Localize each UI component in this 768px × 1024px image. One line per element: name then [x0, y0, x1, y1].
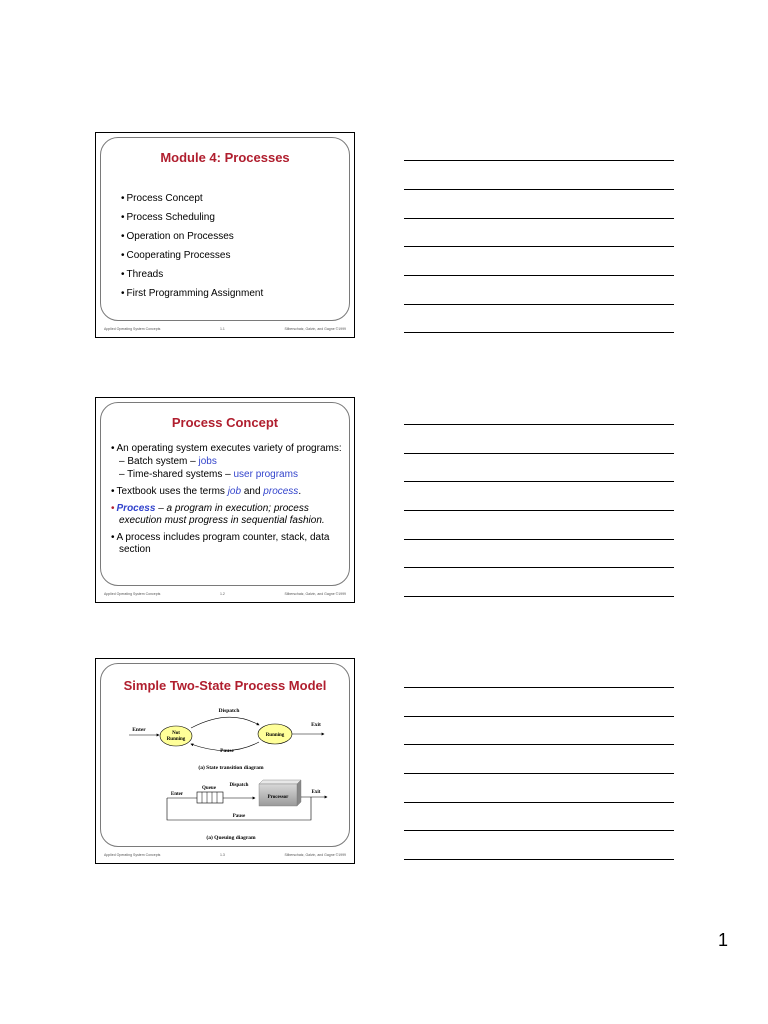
term-jobs: jobs [198, 456, 217, 467]
term-job: job [227, 486, 242, 497]
list-item: • Operation on Processes [121, 230, 263, 243]
note-line [404, 246, 674, 247]
note-line [404, 481, 674, 482]
term-process: process [263, 486, 299, 497]
slide-1 [95, 132, 355, 338]
slide-3-frame [100, 663, 350, 847]
label-exit: Exit [311, 722, 321, 728]
bullet-text: and [241, 486, 264, 497]
list-item: • Cooperating Processes [121, 249, 263, 262]
footer-left: Applied Operating System Concepts [104, 327, 161, 331]
slide-3 [95, 658, 355, 864]
slide-1-frame [100, 137, 350, 321]
note-line [404, 189, 674, 190]
label-not: Not [172, 731, 180, 736]
label-dispatch: Dispatch [218, 708, 240, 714]
list-item [111, 456, 349, 468]
note-line [404, 332, 674, 333]
slide-2 [95, 397, 355, 603]
label-pause: Pause [220, 748, 234, 754]
label-enter-2: Enter [170, 792, 184, 797]
page-number: 1 [717, 930, 728, 950]
slide-2-title: Process Concept [171, 415, 279, 430]
note-line [404, 773, 674, 774]
bullet-text: – Batch system – [119, 456, 199, 467]
slide-2-footer [104, 590, 346, 598]
bullet-text: – Time-shared systems – [119, 469, 234, 480]
note-line [404, 453, 674, 454]
note-line [404, 596, 674, 597]
label-running-2: Running [265, 733, 285, 738]
term-user-programs: user programs [233, 469, 298, 480]
note-line [404, 802, 674, 803]
label-processor: Processor [267, 795, 289, 800]
footer-right: Silberschatz, Galvin, and Gagne ©1999 [284, 327, 346, 331]
bullet-text: A process includes program counter, stack, data section [116, 532, 330, 555]
note-line [404, 218, 674, 219]
processor-side [297, 780, 301, 806]
note-line [404, 304, 674, 305]
slide-3-title: Simple Two-State Process Model [123, 678, 327, 693]
footer-center: 1.2 [220, 592, 225, 596]
bullet-text: – a program in execution; process execution must progress in sequential fashion. [119, 503, 325, 526]
dispatch-arrow [191, 717, 259, 728]
term-process-bold: Process [116, 503, 156, 514]
list-item: • Process Concept [121, 192, 263, 205]
label-dispatch-2: Dispatch [229, 783, 249, 788]
note-line [404, 687, 674, 688]
footer-left: Applied Operating System Concepts [104, 853, 161, 857]
caption-queuing: (a) Queuing diagram [206, 835, 256, 841]
list-item [111, 503, 349, 527]
note-line [404, 424, 674, 425]
list-item [111, 443, 349, 455]
processor-top [259, 780, 301, 784]
label-pause-2: Pause [232, 814, 246, 819]
note-line [404, 160, 674, 161]
footer-left: Applied Operating System Concepts [104, 592, 161, 596]
note-line [404, 567, 674, 568]
note-line [404, 716, 674, 717]
note-line [404, 539, 674, 540]
note-line [404, 859, 674, 860]
slide-1-title: Module 4: Processes [160, 150, 290, 165]
label-exit-2: Exit [311, 790, 321, 795]
note-line [404, 830, 674, 831]
list-item: • Threads [121, 268, 263, 281]
slide-2-bullets [111, 443, 349, 561]
state-not-running [160, 726, 192, 746]
slide-3-footer [104, 851, 346, 859]
bullet-text: . [298, 486, 302, 497]
footer-right: Silberschatz, Galvin, and Gagne ©1999 [284, 853, 346, 857]
list-item: • Process Scheduling [121, 211, 263, 224]
bullet-text: Textbook uses the terms [116, 486, 228, 497]
footer-center: 1.3 [220, 853, 225, 857]
bullet-text: An operating system executes variety of programs: [116, 443, 342, 454]
note-line [404, 275, 674, 276]
slide-1-footer [104, 325, 346, 333]
slide-1-bullets [121, 192, 263, 306]
label-running-1: Running [166, 737, 186, 742]
footer-center: 1.1 [220, 327, 225, 331]
list-item [111, 469, 349, 481]
footer-right: Silberschatz, Galvin, and Gagne ©1999 [284, 592, 346, 596]
label-enter: Enter [132, 727, 146, 733]
list-item [111, 532, 349, 556]
note-line [404, 744, 674, 745]
list-item [111, 486, 349, 498]
caption-state-transition: (a) State transition diagram [198, 765, 264, 771]
two-state-diagram [101, 700, 351, 850]
label-queue: Queue [202, 786, 216, 791]
note-line [404, 510, 674, 511]
slide-2-frame [100, 402, 350, 586]
list-item: • First Programming Assignment [121, 287, 263, 300]
queue-box [197, 792, 223, 803]
